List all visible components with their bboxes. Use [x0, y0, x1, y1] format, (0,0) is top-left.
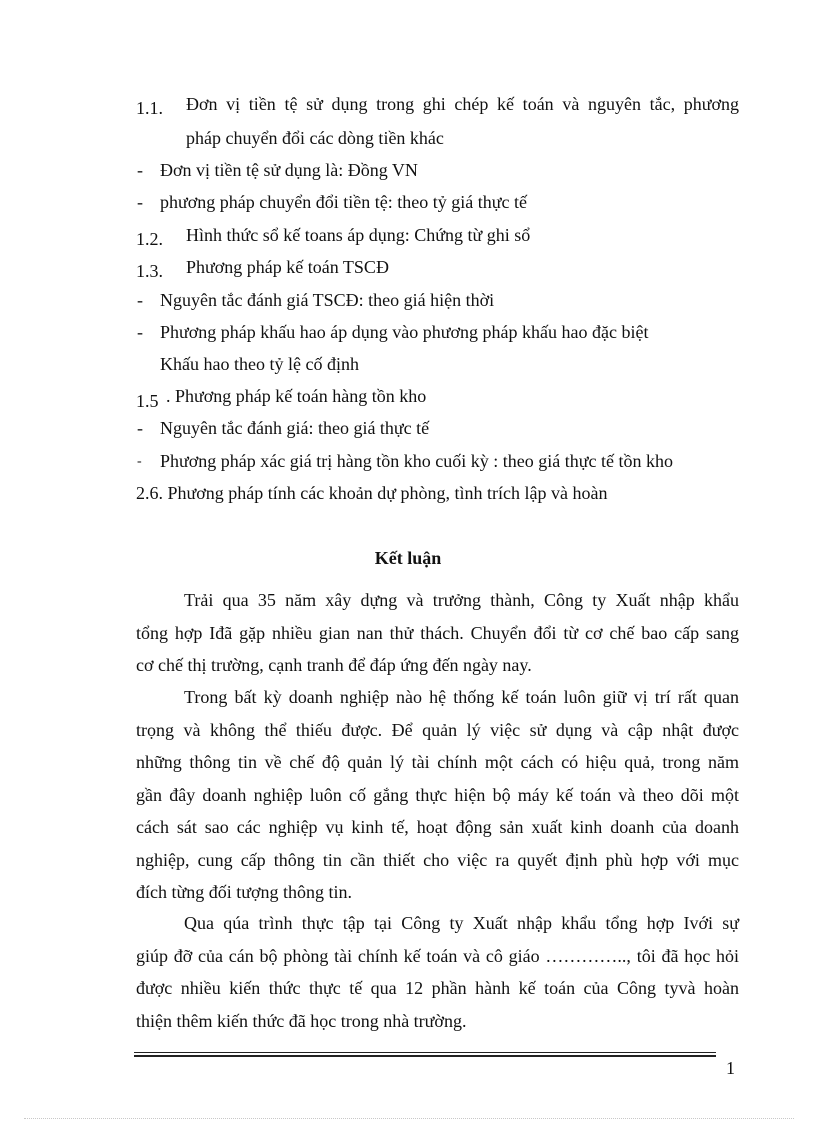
- bullet-inventory-evaluation: Nguyên tắc đánh giá: theo giá thực tế: [160, 418, 430, 438]
- bullet-marker: -: [137, 454, 142, 469]
- page-number: 1: [726, 1058, 735, 1078]
- conclusion-paragraph-2: [136, 681, 739, 909]
- paragraph-line: tổng hợp Iđã gặp nhiều gian nan thử thách. Chuyển đổi từ cơ chế bao cấp sang: [136, 622, 739, 643]
- paragraph-line: Qua qúa trình thực tập tại Công ty Xuất nhập khẩu tổng hợp Ivới sự: [184, 913, 739, 933]
- bullet-depreciation-line1: Phương pháp khấu hao áp dụng vào phương pháp khấu hao đặc biệt: [160, 322, 649, 342]
- paragraph-line: cách sát sao các nghiệp vụ kinh tế, hoạt động sản xuất kinh doanh của doanh: [136, 817, 739, 837]
- conclusion-heading: Kết luận: [374, 548, 442, 568]
- section-1-1-title-line2: pháp chuyển đổi các dòng tiền khác: [186, 128, 444, 148]
- paragraph-line: nghiệp, cung cấp thông tin cần thiết cho việc ra quyết định phù hợp với mục: [136, 849, 739, 870]
- paragraph-line: Trong bất kỳ doanh nghiệp nào hệ thống kế toán luôn giữ vị trí rất quan: [184, 687, 739, 707]
- paragraph-line: trọng và không thể thiếu được. Để quản lý việc sử dụng và cập nhật được: [136, 719, 739, 740]
- section-2-6-title: 2.6. Phương pháp tính các khoản dự phòng, tình trích lập và hoàn: [136, 483, 608, 503]
- paragraph-line: gần đây doanh nghiệp luôn cố gắng thực hiện bộ máy kế toán và theo dõi một: [136, 784, 739, 805]
- bullet-depreciation-line2: Khấu hao theo tỷ lệ cố định: [160, 354, 359, 374]
- conclusion-paragraph-1: [136, 584, 739, 682]
- paragraph-line: được nhiều kiến thức thực tế qua 12 phần hành kế toán của Công tyvà hoàn: [136, 978, 739, 998]
- bullet-marker: -: [137, 290, 143, 310]
- paragraph-line: giúp đỡ của cán bộ phòng tài chính kế toán và cô giáo ………….., tôi đã học hỏi: [136, 945, 739, 966]
- bullet-tscd-evaluation: Nguyên tắc đánh giá TSCĐ: theo giá hiện thời: [160, 290, 495, 310]
- section-number-1-5: 1.5: [136, 391, 159, 411]
- bullet-marker: -: [137, 418, 143, 438]
- footer-rule-thick: [134, 1055, 716, 1057]
- paragraph-line: thiện thêm kiến thức đã học trong nhà trường.: [136, 1010, 467, 1031]
- bullet-marker: -: [137, 160, 143, 180]
- bullet-conversion-method: phương pháp chuyển đổi tiền tệ: theo tỷ giá thực tế: [160, 192, 527, 212]
- section-1-3-title: Phương pháp kế toán TSCĐ: [186, 257, 389, 277]
- conclusion-paragraph-3: [136, 907, 739, 1037]
- bullet-marker: -: [137, 192, 143, 212]
- section-1-1-title-line1: Đơn vị tiền tệ sử dụng trong ghi chép kế toán và nguyên tắc, phương: [186, 94, 739, 114]
- paragraph-line: Trải qua 35 năm xây dựng và trưởng thành, Công ty Xuất nhập khẩu: [184, 590, 739, 610]
- section-number-1-1: 1.1.: [136, 98, 163, 118]
- bullet-marker: -: [137, 322, 143, 342]
- paragraph-line: những thông tin về chế độ quản lý tài chính một cách có hiệu quả, trong năm: [136, 752, 739, 772]
- section-1-2-title: Hình thức sổ kế toans áp dụng: Chứng từ ghi sổ: [186, 225, 531, 245]
- footer-rule: [134, 1052, 716, 1053]
- page-bottom-edge: [24, 1118, 794, 1119]
- paragraph-line: đích từng đối tượng thông tin.: [136, 882, 353, 902]
- paragraph-line: cơ chế thị trường, cạnh tranh để đáp ứng đến ngày nay.: [136, 655, 532, 675]
- section-number-1-2: 1.2.: [136, 229, 163, 249]
- bullet-currency-unit: Đơn vị tiền tệ sử dụng là: Đồng VN: [160, 160, 418, 180]
- bullet-inventory-end-value: Phương pháp xác giá trị hàng tồn kho cuối kỳ : theo giá thực tế tồn kho: [160, 451, 673, 471]
- section-1-5-title: . Phương pháp kế toán hàng tồn kho: [166, 386, 427, 406]
- section-number-1-3: 1.3.: [136, 261, 163, 281]
